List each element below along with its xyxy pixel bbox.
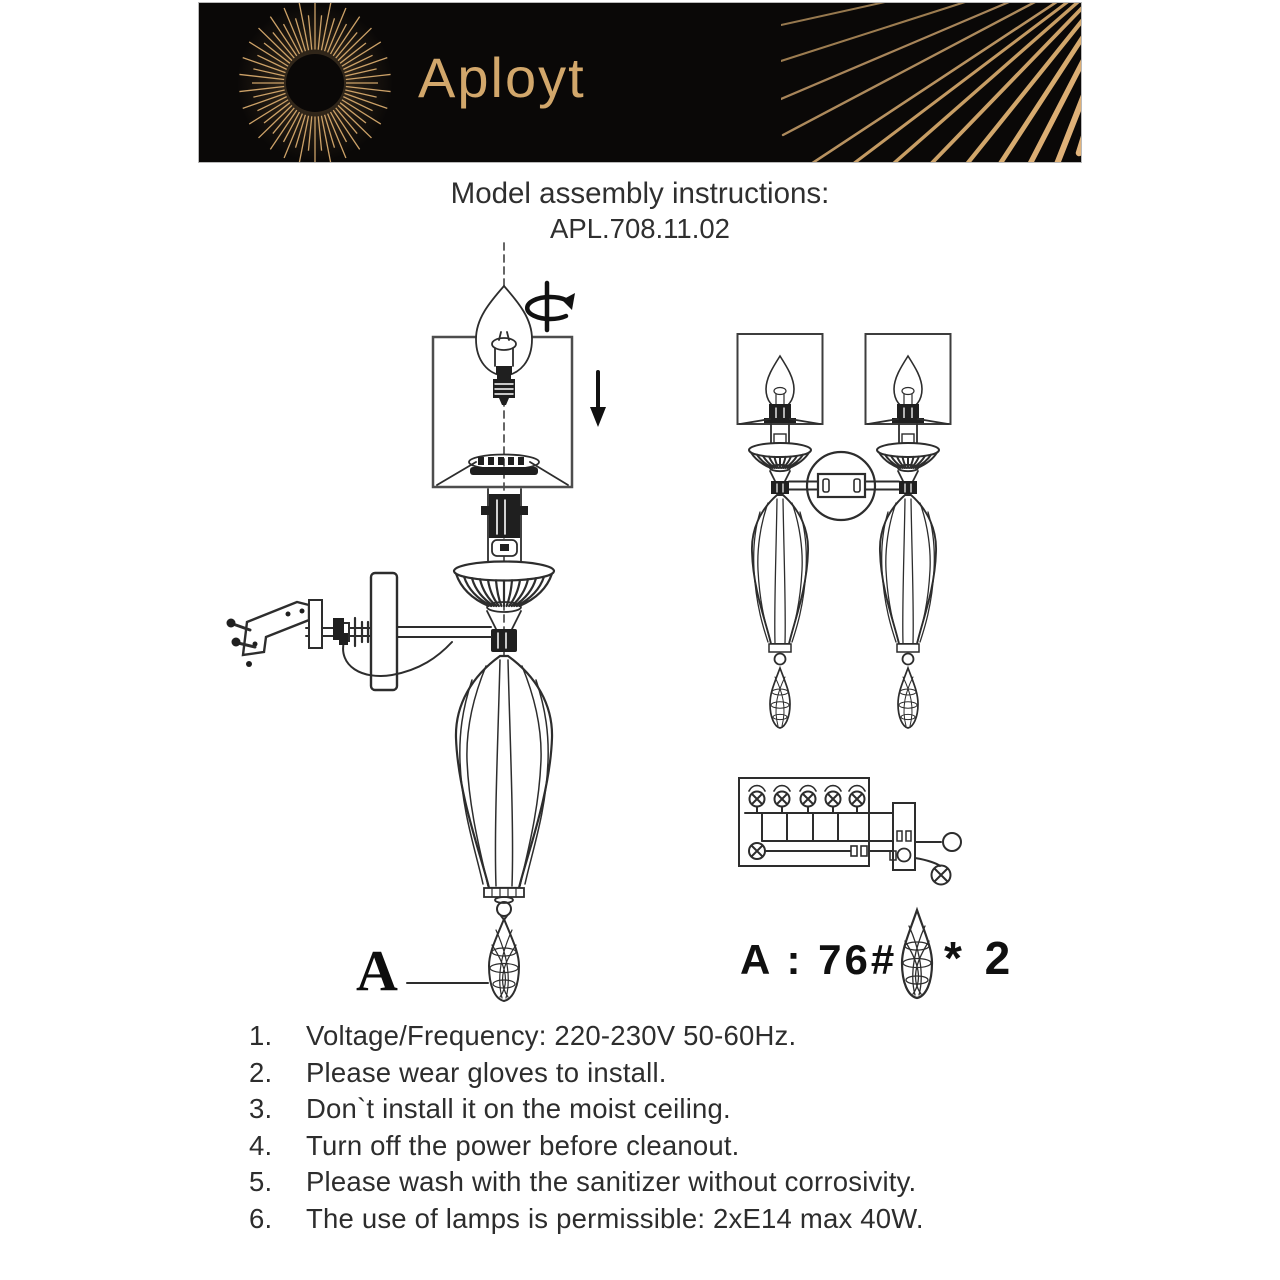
list-item-text: Please wash with the sanitizer without corrosivity. (306, 1166, 917, 1197)
assembled-view-diagram (738, 334, 951, 728)
spec-quantity-text: * 2 (944, 932, 1016, 984)
list-item-text: Turn off the power before cleanout. (306, 1129, 740, 1161)
crystal-pendant-icon (902, 910, 932, 998)
brand-name: Aployt (418, 46, 586, 109)
list-item-text: Please wear gloves to install. (306, 1056, 667, 1088)
list-item (249, 1204, 1089, 1234)
part-label-a: A (356, 938, 398, 1003)
list-item-number: 2. (249, 1056, 273, 1088)
model-number: APL.708.11.02 (550, 213, 730, 244)
list-item (249, 1167, 1089, 1197)
list-item-text: Don`t install it on the moist ceiling. (306, 1093, 731, 1124)
wiring-diagram (739, 778, 961, 885)
list-item-text: Voltage/Frequency: 220-230V 50-60Hz. (306, 1020, 797, 1051)
list-item (249, 1021, 1089, 1051)
list-item-number: 1. (249, 1020, 273, 1051)
list-item (249, 1058, 1089, 1088)
instructions-list (249, 1021, 1089, 1240)
list-item-text: The use of lamps is permissible: 2xE14 max 40W. (306, 1202, 924, 1234)
list-item (249, 1131, 1089, 1161)
list-item (249, 1094, 1089, 1124)
list-item-number: 3. (249, 1093, 273, 1124)
list-item-number: 4. (249, 1129, 273, 1161)
list-item-number: 6. (249, 1202, 273, 1234)
page-title: Model assembly instructions: (450, 177, 830, 210)
spec-part-text: A : 76# (740, 936, 898, 983)
list-item-number: 5. (249, 1166, 273, 1197)
exploded-view-diagram (227, 243, 607, 1001)
